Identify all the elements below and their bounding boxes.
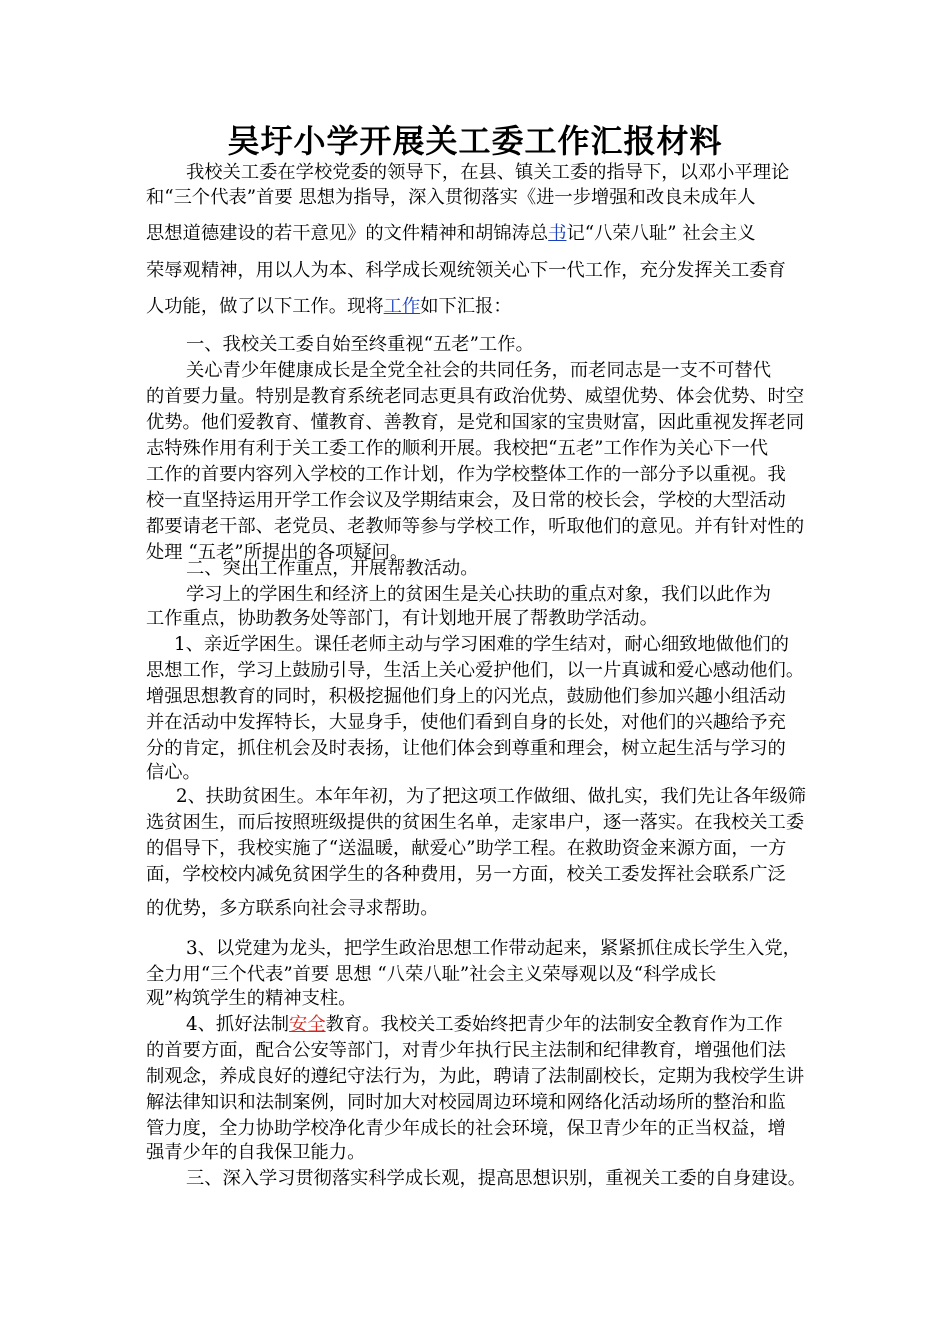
intro-text: 记“八荣八耻” 社会主义 (566, 223, 756, 244)
paragraph-line: 优势。他们爱教育、懂教育、善教育，是党和国家的宝贵财富，因此重视发挥老同 (146, 412, 805, 433)
item-2-line: 的优势，多方联系向社会寻求帮助。 (146, 898, 439, 919)
item-4-text: 教育。我校关工委始终把青少年的法制安全教育作为工作 (325, 1014, 783, 1035)
intro-text: 如下汇报： (420, 296, 512, 317)
intro-text: 人功能，做了以下工作。现将 (146, 296, 384, 317)
intro-line-4: 荣辱观精神，用以人为本、科学成长观统领关心下一代工作，充分发挥关工委育 (146, 260, 786, 281)
item-4-line: 强青少年的自我保卫能力。 (146, 1142, 366, 1163)
item-1-line: 分的肯定，抓住机会及时表扬，让他们体会到尊重和理会，树立起生活与学习的 (146, 738, 786, 759)
paragraph-line: 关心青少年健康成长是全党全社会的共同任务，而老同志是一支不可替代 (186, 360, 771, 381)
item-4-line: 制观念，养成良好的遵纪守法行为，为此，聘请了法制副校长，定期为我校学生讲 (146, 1066, 805, 1087)
item-3-line: 3、以党建为龙头，把学生政治思想工作带动起来，紧紧抓住成长学生入党， (186, 938, 801, 959)
section-3-heading: 三、深入学习贯彻落实科学成长观，提高思想识别，重视关工委的自身建设。 (186, 1168, 806, 1189)
document-title: 吴圩小学开展关工委工作汇报材料 (227, 122, 723, 160)
intro-line-2: 和“三个代表”首要 思想为指导，深入贯彻落实《进一步增强和改良未成年人 (146, 187, 756, 208)
item-1-line: 信心。 (146, 762, 201, 783)
intro-line-1: 我校关工委在学校党委的领导下，在县、镇关工委的指导下，以邓小平理论 (186, 162, 790, 183)
item-1-line: 增强思想教育的同时，积极挖掘他们身上的闪光点，鼓励他们参加兴趣小组活动 (146, 686, 786, 707)
link-gongzuo[interactable]: 工作 (383, 296, 421, 317)
intro-line-5 (146, 294, 512, 320)
item-3-line: 全力用“三个代表”首要 思想 “八荣八耻”社会主义荣辱观以及“科学成长 (146, 964, 717, 985)
link-anquan[interactable]: 安全 (289, 1014, 326, 1035)
paragraph-line: 处理 “五老”所提出的各项疑问。 (146, 542, 409, 563)
item-2-line: 的倡导下，我校实施了“送温暖，献爱心”助学工程。在救助资金来源方面，一方 (146, 838, 787, 859)
item-2-line: 2、扶助贫困生。本年年初，为了把这项工作做细、做扎实，我们先让各年级筛 (176, 786, 806, 807)
item-1-line: 1、亲近学困生。课任老师主动与学习困难的学生结对，耐心细致地做他们的 (174, 634, 789, 655)
item-1-line: 思想工作，学习上鼓励引导，生活上关心爱护他们，以一片真诚和爱心感动他们。 (146, 660, 805, 681)
section-2-heading: 二、突出工作重点，开展帮教活动。 (186, 558, 479, 579)
item-2-line: 选贫困生，而后按照班级提供的贫困生名单，走家串户，逐一落实。在我校关工委 (146, 812, 805, 833)
item-2-line: 面，学校校内减免贫困学生的各种费用，另一方面，校关工委发挥社会联系广泛 (146, 864, 786, 885)
item-4-line: 解法律知识和法制案例，同时加大对校园周边环境和网络化活动场所的整治和监 (146, 1092, 786, 1113)
paragraph-line: 工作重点，协助教务处等部门，有计划地开展了帮教助学活动。 (146, 608, 658, 629)
paragraph-line: 学习上的学困生和经济上的贫困生是关心扶助的重点对象，我们以此作为 (186, 584, 771, 605)
item-4-line: 管力度，全力协助学校净化青少年成长的社会环境，保卫青少年的正当权益，增 (146, 1118, 786, 1139)
paragraph-line: 工作的首要内容列入学校的工作计划，作为学校整体工作的一部分予以重视。我 (146, 464, 786, 485)
item-4-line (186, 1012, 783, 1038)
paragraph-line: 的首要力量。特别是教育系统老同志更具有政治优势、威望优势、体会优势、时空 (146, 386, 805, 407)
paragraph-line: 都要请老干部、老党员、老教师等参与学校工作，听取他们的意见。并有针对性的 (146, 516, 805, 537)
paragraph-line: 志特殊作用有利于关工委工作的顺利开展。我校把“五老”工作作为关心下一代 (146, 438, 768, 459)
intro-text: 思想道德建设的若干意见》的文件精神和胡锦涛总 (146, 223, 549, 244)
paragraph-line: 校一直坚持运用开学工作会议及学期结束会，及日常的校长会，学校的大型活动 (146, 490, 786, 511)
section-1-heading: 一、我校关工委自始至终重视“五老”工作。 (186, 334, 534, 355)
intro-line-3 (146, 221, 756, 247)
item-4-text: 4、抓好法制 (186, 1014, 290, 1035)
item-3-line: 观”构筑学生的精神支柱。 (146, 988, 357, 1009)
item-1-line: 并在活动中发挥特长，大显身手，使他们看到自身的长处，对他们的兴趣给予充 (146, 712, 786, 733)
item-4-line: 的首要方面，配合公安等部门，对青少年执行民主法制和纪律教育，增强他们法 (146, 1040, 786, 1061)
link-shu[interactable]: 书 (548, 223, 567, 244)
